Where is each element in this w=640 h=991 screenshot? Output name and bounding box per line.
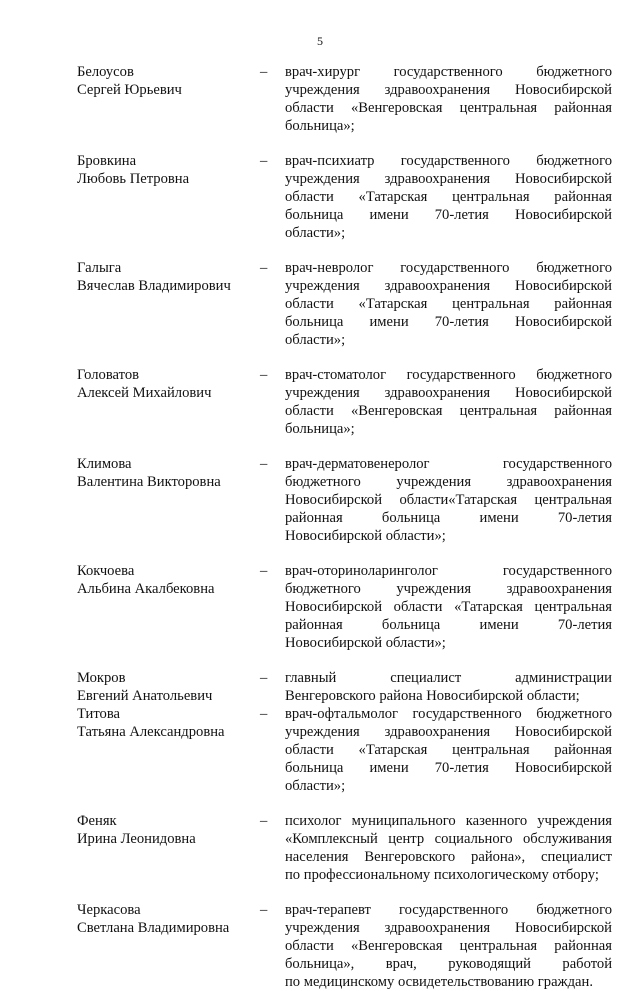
member-surname: Белоусов bbox=[77, 64, 134, 80]
member-name bbox=[77, 705, 257, 741]
dash-separator: – bbox=[260, 813, 268, 829]
commission-member-list bbox=[77, 63, 612, 991]
position-line: врач-дерматовенеролог государственного bbox=[285, 456, 612, 472]
position-line: области»; bbox=[285, 332, 346, 348]
member-surname: Климова bbox=[77, 456, 132, 472]
dash-separator: – bbox=[260, 260, 268, 276]
member-surname: Кокчоева bbox=[77, 563, 135, 579]
member-position bbox=[285, 455, 612, 545]
member-name bbox=[77, 812, 257, 848]
position-line: Новосибирской области «Татарская центральная bbox=[285, 599, 612, 615]
position-line: районная больница имени 70-летия bbox=[285, 510, 612, 526]
list-item bbox=[77, 669, 612, 705]
page-number: 5 bbox=[317, 34, 323, 48]
position-line: бюджетного учреждения здравоохранения bbox=[285, 581, 612, 597]
member-given-names: Евгений Анатольевич bbox=[77, 688, 213, 704]
list-item bbox=[77, 901, 612, 991]
position-line: больница имени 70-летия Новосибирской bbox=[285, 760, 612, 776]
member-position bbox=[285, 366, 612, 438]
member-position bbox=[285, 152, 612, 242]
position-line: больница имени 70-летия Новосибирской bbox=[285, 314, 612, 330]
member-given-names: Светлана Владимировна bbox=[77, 920, 230, 936]
list-item bbox=[77, 705, 612, 795]
list-item bbox=[77, 562, 612, 652]
position-line: больница»; bbox=[285, 118, 355, 134]
member-name bbox=[77, 669, 257, 705]
member-position bbox=[285, 562, 612, 652]
member-name bbox=[77, 562, 257, 598]
dash-separator: – bbox=[260, 153, 268, 169]
dash-separator: – bbox=[260, 902, 268, 918]
member-given-names: Альбина Акалбековна bbox=[77, 581, 215, 597]
dash-separator: – bbox=[260, 563, 268, 579]
position-line: Новосибирской области«Татарская центральная bbox=[285, 492, 612, 508]
position-line: больница», врач, руководящий работой bbox=[285, 956, 612, 972]
position-line: врач-стоматолог государственного бюджетного bbox=[285, 367, 612, 383]
member-name bbox=[77, 63, 257, 99]
position-line: области «Татарская центральная районная bbox=[285, 296, 612, 312]
position-line: психолог муниципального казенного учреждения bbox=[285, 813, 612, 829]
member-given-names: Вячеслав Владимирович bbox=[77, 278, 231, 294]
position-line: области «Татарская центральная районная bbox=[285, 742, 612, 758]
position-line: учреждения здравоохранения Новосибирской bbox=[285, 724, 612, 740]
member-name bbox=[77, 152, 257, 188]
position-line: врач-хирург государственного бюджетного bbox=[285, 64, 612, 80]
dash-separator: – bbox=[260, 367, 268, 383]
position-line: главный специалист администрации bbox=[285, 670, 612, 686]
member-given-names: Любовь Петровна bbox=[77, 171, 190, 187]
position-line: по профессиональному психологическому отбору; bbox=[285, 867, 599, 883]
dash-separator: – bbox=[260, 456, 268, 472]
member-given-names: Ирина Леонидовна bbox=[77, 831, 196, 847]
position-line: области «Татарская центральная районная bbox=[285, 189, 612, 205]
position-line: учреждения здравоохранения Новосибирской bbox=[285, 278, 612, 294]
member-given-names: Валентина Викторовна bbox=[77, 474, 221, 490]
member-name bbox=[77, 901, 257, 937]
member-position bbox=[285, 812, 612, 884]
position-line: Венгеровского района Новосибирской области; bbox=[285, 688, 580, 704]
list-item bbox=[77, 152, 612, 242]
dash-separator: – bbox=[260, 64, 268, 80]
member-surname: Галыга bbox=[77, 260, 122, 276]
position-line: врач-оториноларинголог государственного bbox=[285, 563, 612, 579]
member-surname: Бровкина bbox=[77, 153, 137, 169]
dash-separator: – bbox=[260, 706, 268, 722]
position-line: врач-офтальмолог государственного бюджетного bbox=[285, 706, 612, 722]
member-given-names: Сергей Юрьевич bbox=[77, 82, 182, 98]
list-item bbox=[77, 366, 612, 438]
position-line: области»; bbox=[285, 778, 346, 794]
member-name bbox=[77, 259, 257, 295]
member-position bbox=[285, 669, 612, 705]
member-surname: Черкасова bbox=[77, 902, 141, 918]
list-item bbox=[77, 259, 612, 349]
member-given-names: Татьяна Александровна bbox=[77, 724, 225, 740]
position-line: больница»; bbox=[285, 421, 355, 437]
list-item bbox=[77, 812, 612, 884]
position-line: «Комплексный центр социального обслуживания bbox=[285, 831, 612, 847]
position-line: по медицинскому освидетельствованию граждан. bbox=[285, 974, 593, 990]
position-line: врач-невролог государственного бюджетного bbox=[285, 260, 612, 276]
position-line: учреждения здравоохранения Новосибирской bbox=[285, 171, 612, 187]
position-line: Новосибирской области»; bbox=[285, 528, 446, 544]
member-name bbox=[77, 455, 257, 491]
position-line: области «Венгеровская центральная районная bbox=[285, 403, 612, 419]
position-line: населения Венгеровского района», специалист bbox=[285, 849, 612, 865]
list-item bbox=[77, 63, 612, 135]
position-line: учреждения здравоохранения Новосибирской bbox=[285, 920, 612, 936]
position-line: учреждения здравоохранения Новосибирской bbox=[285, 82, 612, 98]
member-surname: Головатов bbox=[77, 367, 140, 383]
position-line: учреждения здравоохранения Новосибирской bbox=[285, 385, 612, 401]
member-surname: Феняк bbox=[77, 813, 117, 829]
position-line: бюджетного учреждения здравоохранения bbox=[285, 474, 612, 490]
position-line: врач-терапевт государственного бюджетного bbox=[285, 902, 612, 918]
position-line: области «Венгеровская центральная районная bbox=[285, 938, 612, 954]
position-line: районная больница имени 70-летия bbox=[285, 617, 612, 633]
member-surname: Мокров bbox=[77, 670, 126, 686]
member-name bbox=[77, 366, 257, 402]
position-line: врач-психиатр государственного бюджетного bbox=[285, 153, 612, 169]
position-line: области «Венгеровская центральная районная bbox=[285, 100, 612, 116]
position-line: области»; bbox=[285, 225, 346, 241]
member-surname: Титова bbox=[77, 706, 121, 722]
member-position bbox=[285, 259, 612, 349]
member-position bbox=[285, 705, 612, 795]
member-given-names: Алексей Михайлович bbox=[77, 385, 212, 401]
member-position bbox=[285, 63, 612, 135]
dash-separator: – bbox=[260, 670, 268, 686]
position-line: Новосибирской области»; bbox=[285, 635, 446, 651]
member-position bbox=[285, 901, 612, 991]
list-item bbox=[77, 455, 612, 545]
position-line: больница имени 70-летия Новосибирской bbox=[285, 207, 612, 223]
